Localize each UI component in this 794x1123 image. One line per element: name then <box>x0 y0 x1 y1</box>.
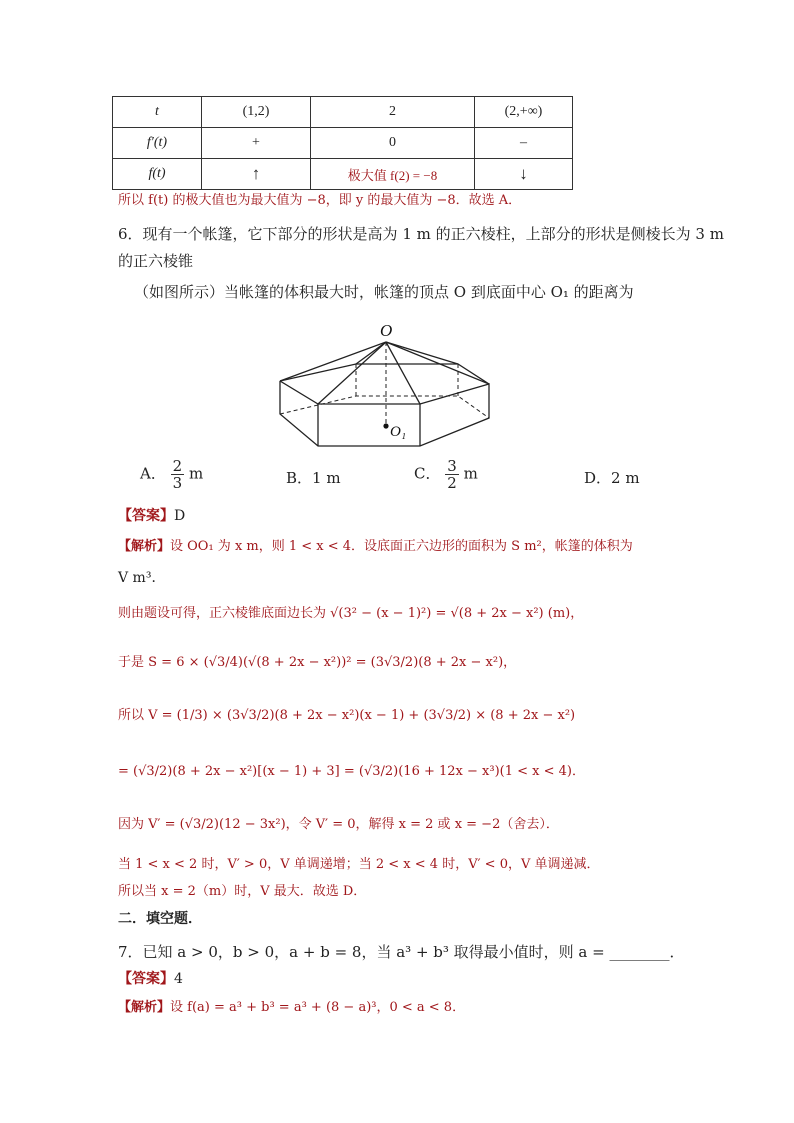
option-c-fraction <box>445 458 459 491</box>
section-heading: 二．填空题． <box>118 911 202 927</box>
option-c-label: C． <box>414 464 441 483</box>
table-cell: ↓ <box>475 159 573 190</box>
option-d: D．2 m <box>584 469 640 487</box>
table-row <box>113 159 573 190</box>
previous-conclusion: 所以 f(t) 的极大值也为最大值为 −8，即 y 的最大值为 −8．故选 A． <box>118 193 522 208</box>
q6-stem-line3: （如图所示）当帐篷的体积最大时，帐篷的顶点 O 到底面中心 O₁ 的距离为 <box>134 283 634 301</box>
answer-label: 【答案】 <box>118 508 174 524</box>
q6-analysis-line1 <box>118 537 633 557</box>
q6-analysis-line6: = (√3/2)(8 + 2x − x²)[(x − 1) + 3] = (√3/2)(16 + 12x − x³)(1 < x < 4)． <box>118 764 585 779</box>
table-cell: 极大值 f(2) = −8 <box>311 159 475 190</box>
q6-stem-line2: 的正六棱锥 <box>118 252 194 270</box>
option-b: B．1 m <box>286 469 341 487</box>
table-cell: (2,+∞) <box>475 97 573 128</box>
q6-analysis-line4: 于是 S = 6 × (√3/4)(√(8 + 2x − x²))² = (3√3/2)(8 + 2x − x²)， <box>118 655 517 670</box>
q7-stem: 7．已知 a > 0，b > 0，a + b = 8，当 a³ + b³ 取得最小值时，则 a = ________． <box>118 943 685 961</box>
answer-value: 4 <box>174 971 183 987</box>
q6-analysis-line7: 因为 V′ = (√3/2)(12 − 3x²)，令 V′ = 0，解得 x = 2 或 x = −2（舍去）． <box>118 817 559 832</box>
option-c <box>414 458 478 491</box>
q7-answer <box>118 969 183 989</box>
option-a-fraction <box>171 458 185 491</box>
answer-value: D <box>174 508 186 524</box>
fraction-numerator: 3 <box>447 457 457 475</box>
table-row <box>113 97 573 128</box>
table-cell: (1,2) <box>202 97 311 128</box>
q6-analysis-line9: 所以当 x = 2（m）时，V 最大．故选 D． <box>118 884 367 899</box>
variation-table <box>112 96 573 190</box>
table-cell: ↑ <box>202 159 311 190</box>
table-cell: 0 <box>311 128 475 159</box>
option-c-unit: m <box>463 464 478 483</box>
table-cell: t <box>113 97 202 128</box>
table-cell: 2 <box>311 97 475 128</box>
center-label: O₁ <box>390 424 407 440</box>
table-row <box>113 128 573 159</box>
q6-analysis-line2: V m³． <box>118 570 166 586</box>
table-cell: + <box>202 128 311 159</box>
answer-label: 【答案】 <box>118 971 174 987</box>
q7-analysis <box>118 998 465 1018</box>
analysis-label: 【解析】 <box>118 1000 171 1015</box>
q6-answer <box>118 506 185 526</box>
option-a-label: A． <box>140 464 166 483</box>
fraction-denominator: 2 <box>447 474 457 492</box>
q6-analysis-line3: 则由题设可得，正六棱锥底面边长为 √(3² − (x − 1)²) = √(8 + 2x − x²) (m)， <box>118 606 584 621</box>
analysis-text: 设 f(a) = a³ + b³ = a³ + (8 − a)³，0 < a < 8． <box>170 1000 466 1015</box>
apex-label: O <box>380 321 393 340</box>
q6-analysis-line5: 所以 V = (1/3) × (3√3/2)(8 + 2x − x²)(x − 1) + (3√3/2) × (8 + 2x − x²) <box>118 708 576 723</box>
table-cell: f(t) <box>113 159 202 190</box>
center-point <box>383 423 388 428</box>
q6-stem-line1: 6．现有一个帐篷，它下部分的形状是高为 1 m 的正六棱柱，上部分的形状是侧棱长为 3 m <box>118 225 724 243</box>
tent-figure <box>270 320 510 450</box>
fraction-denominator: 3 <box>172 474 183 492</box>
table-cell: f′(t) <box>113 128 202 159</box>
option-a <box>140 458 203 491</box>
q6-analysis-line8: 当 1 < x < 2 时，V′ > 0，V 单调递增；当 2 < x < 4 时，V′ < 0，V 单调递减． <box>118 857 600 872</box>
table-cell: – <box>475 128 573 159</box>
analysis-label: 【解析】 <box>118 539 171 554</box>
analysis-text: 设 OO₁ 为 x m，则 1 < x < 4．设底面正六边形的面积为 S m²，帐篷的体积为 <box>170 539 633 554</box>
fraction-numerator: 2 <box>172 457 183 475</box>
option-a-unit: m <box>188 464 204 483</box>
